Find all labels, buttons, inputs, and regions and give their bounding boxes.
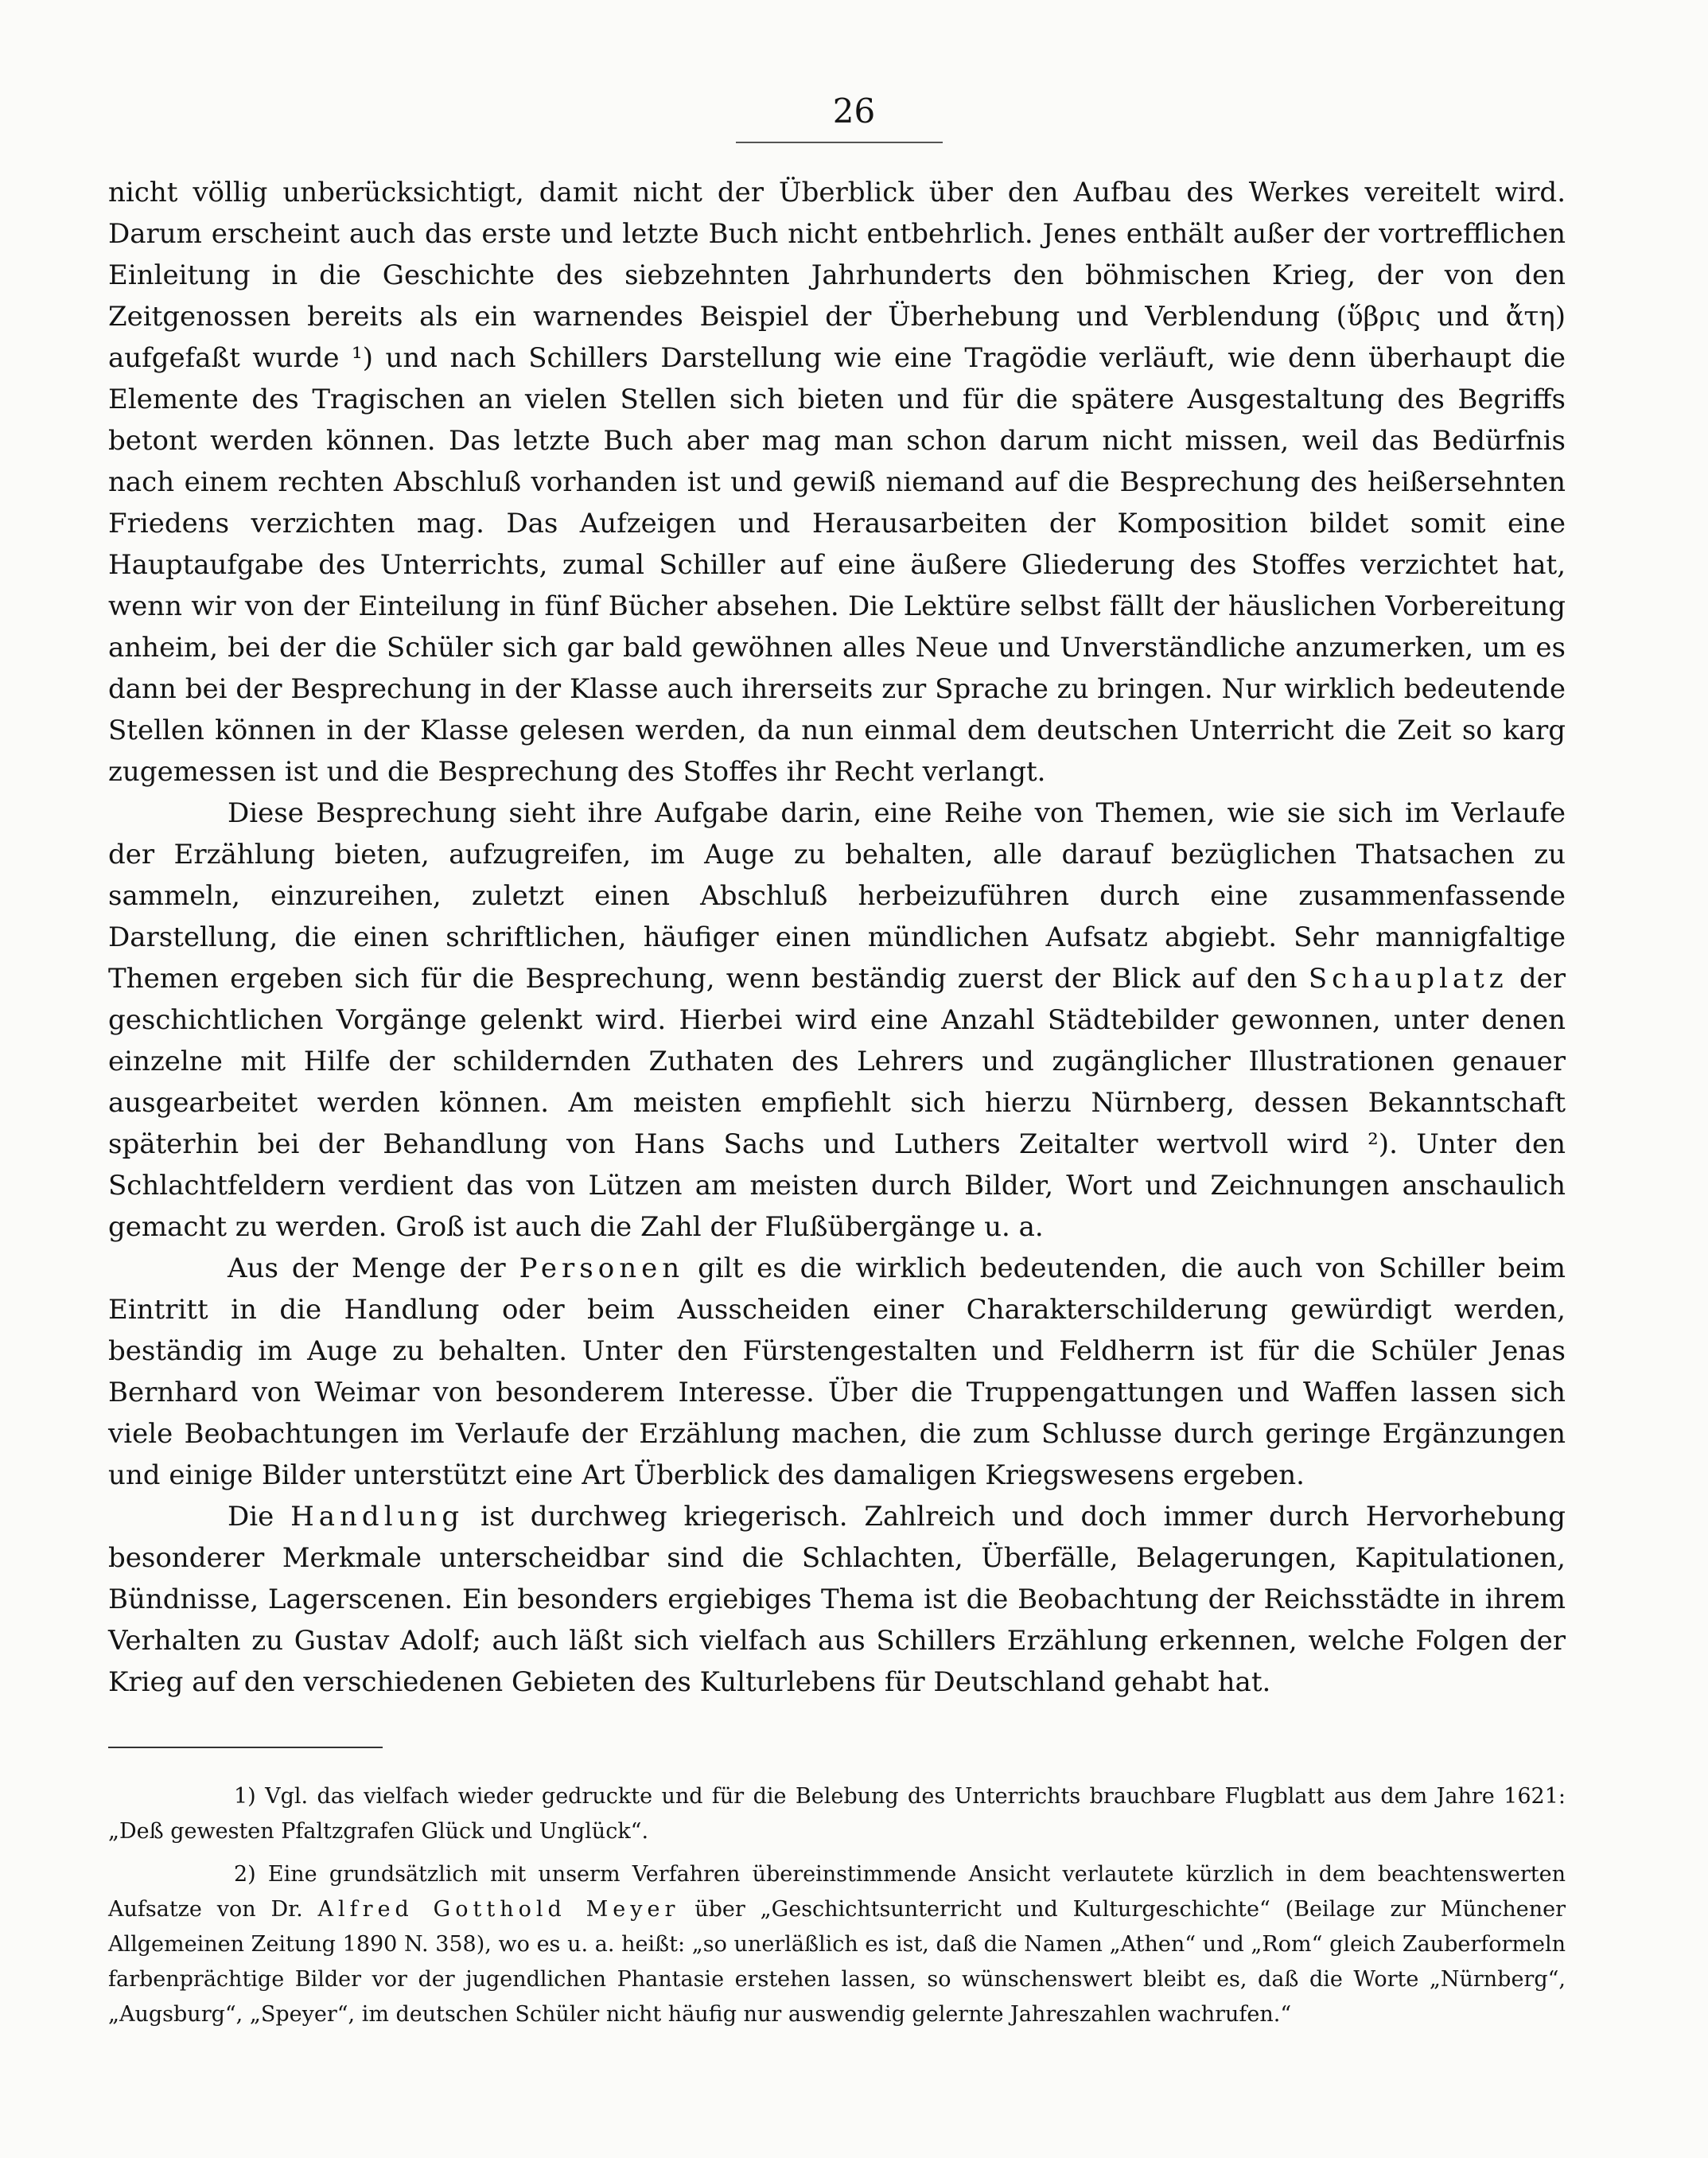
paragraph-4-text: Die (228, 1501, 274, 1533)
footnote-rule (108, 1747, 383, 1748)
page-number: 26 (832, 92, 876, 130)
footnote-2-author: Alfred Gotthold Meyer (317, 1897, 680, 1922)
body-text (108, 172, 1566, 1703)
footnote-2-rest: über „Geschichtsunterricht und Kulturgeschichte“ (Beilage zur Münchener Allgemeinen Zeitung 1890 N. 358), wo es u. a. heißt: „so unerläßlich es ist, daß die Namen „Athen“ und „Rom“ gleich Zauberformeln farbenprächtige Bilder vor der jugendlichen Phantasie erstehen lassen, so wünschenswert bleibt es, daß die Worte „Nürnberg“, „Augsburg“, „Speyer“, im deutschen Schüler nicht häufig nur auswendig gelernte Jahreszahlen wachrufen.“ (108, 1897, 1566, 2027)
emphasis-handlung: Handlung (290, 1501, 465, 1533)
footnote-1: 1) Vgl. das vielfach wieder gedruckte und für die Belebung des Unterrichts brauchbare Flugblatt aus dem Jahre 1621: „Deß gewesten Pfaltzgrafen Glück und Unglück“. (108, 1784, 1566, 1844)
paragraph-1-text: nicht völlig unberücksichtigt, damit nicht der Überblick über den Aufbau des Werkes vereitelt wird. Darum erscheint auch das erste und letzte Buch nicht entbehrlich. Jenes enthält außer der vortrefflichen Einleitung in die Geschichte des siebzehnten Jahrhunderts den böhmischen Krieg, der von den Zeitgenossen bereits als ein warnendes Beispiel der Überhebung und Verblendung (ὕβρις und ἄτη) aufgefaßt wurde ¹) und nach Schillers Darstellung wie eine Tragödie verläuft, wie denn überhaupt die Elemente des Tragischen an vielen Stellen sich bieten und für die spätere Ausgestaltung des Begriffs betont werden können. Das letzte Buch aber mag man schon darum nicht missen, weil das Bedürfnis nach einem rechten Abschluß vorhanden ist und gewiß niemand auf die Besprechung des heißersehnten Friedens verzichten mag. Das Aufzeigen und Herausarbeiten der Komposition bildet somit eine Hauptaufgabe des Unterrichts, zumal Schiller auf eine äußere Gliederung des Stoffes verzichtet hat, wenn wir von der Einteilung in fünf Bücher absehen. Die Lektüre selbst fällt der häuslichen Vorbereitung anheim, bei der die Schüler sich gar bald gewöhnen alles Neue und Unverständliche anzumerken, um es dann bei der Besprechung in der Klasse auch ihrerseits zur Sprache zu bringen. Nur wirklich bedeutende Stellen können in der Klasse gelesen werden, da nun einmal dem deutschen Unterricht die Zeit so karg zugemessen ist und die Besprechung des Stoffes ihr Recht verlangt. (108, 177, 1566, 788)
paragraph-2-rest: der geschichtlichen Vorgänge gelenkt wird. Hierbei wird eine Anzahl Städtebilder gewonnen, unter denen einzelne mit Hilfe der schildernden Zuthaten des Lehrers und zugänglicher Illustrationen genauer ausgearbeitet werden können. Am meisten empfiehlt sich hierzu Nürnberg, dessen Bekanntschaft späterhin bei der Behandlung von Hans Sachs und Luthers Zeitalter wertvoll wird ²). Unter den Schlachtfeldern verdient das von Lützen am meisten durch Bilder, Wort und Zeichnungen anschaulich gemacht zu werden. Groß ist auch die Zahl der Flußübergänge u. a. (108, 963, 1566, 1243)
paragraph-3-text: Aus der Menge der (228, 1252, 506, 1284)
paragraph-1 (108, 172, 1566, 793)
paragraph-2-text: Diese Besprechung sieht ihre Aufgabe darin, eine Reihe von Themen, wie sie sich im Verlaufe der Erzählung bieten, aufzugreifen, im Auge zu behalten, alle darauf bezüglichen Thatsachen zu sammeln, einzureihen, zuletzt einen Abschluß herbeizuführen durch eine zusammenfassende Darstellung, die einen schriftlichen, häufiger einen mündlichen Aufsatz abgiebt. Sehr mannigfaltige Themen ergeben sich für die Besprechung, wenn beständig zuerst der Blick auf den (108, 797, 1566, 995)
paragraph-2 (108, 793, 1566, 1248)
paragraph-4 (108, 1496, 1566, 1703)
footnotes (108, 1779, 1566, 2032)
emphasis-schauplatz: Schauplatz (1308, 963, 1508, 995)
paragraph-4-rest: ist durchweg kriegerisch. Zahlreich und doch immer durch Hervorhebung besonderer Merkmale unterscheidbar sind die Schlachten, Überfälle, Belagerungen, Kapitulationen, Bündnisse, Lagerscenen. Ein besonders ergiebiges Thema ist die Beobachtung der Reichsstädte in ihrem Verhalten zu Gustav Adolf; auch läßt sich vielfach aus Schillers Erzählung erkennen, welche Folgen der Krieg auf den verschiedenen Gebieten des Kulturlebens für Deutschland gehabt hat. (108, 1501, 1566, 1698)
footnote-2 (108, 1857, 1566, 2032)
footnote-2-text: 2) Eine grundsätzlich mit unserm Verfahren übereinstimmende Ansicht verlautete kürzlich in dem beachtenswerten Aufsatze von Dr. (108, 1862, 1566, 1922)
paragraph-3-rest: gilt es die wirklich bedeutenden, die auch von Schiller beim Eintritt in die Handlung oder beim Ausscheiden einer Charakterschilderung gewürdigt werden, beständig im Auge zu behalten. Unter den Fürstengestalten und Feldherrn ist für die Schüler Jenas Bernhard von Weimar von besonderem Interesse. Über die Truppengattungen und Waffen lassen sich viele Beobachtungen im Verlaufe der Erzählung machen, die zum Schlusse durch geringe Ergänzungen und einige Bilder unterstützt eine Art Überblick des damaligen Kriegswesens ergeben. (108, 1252, 1566, 1491)
emphasis-personen: Personen (519, 1252, 685, 1284)
header-rule (736, 142, 943, 143)
paragraph-3 (108, 1248, 1566, 1496)
